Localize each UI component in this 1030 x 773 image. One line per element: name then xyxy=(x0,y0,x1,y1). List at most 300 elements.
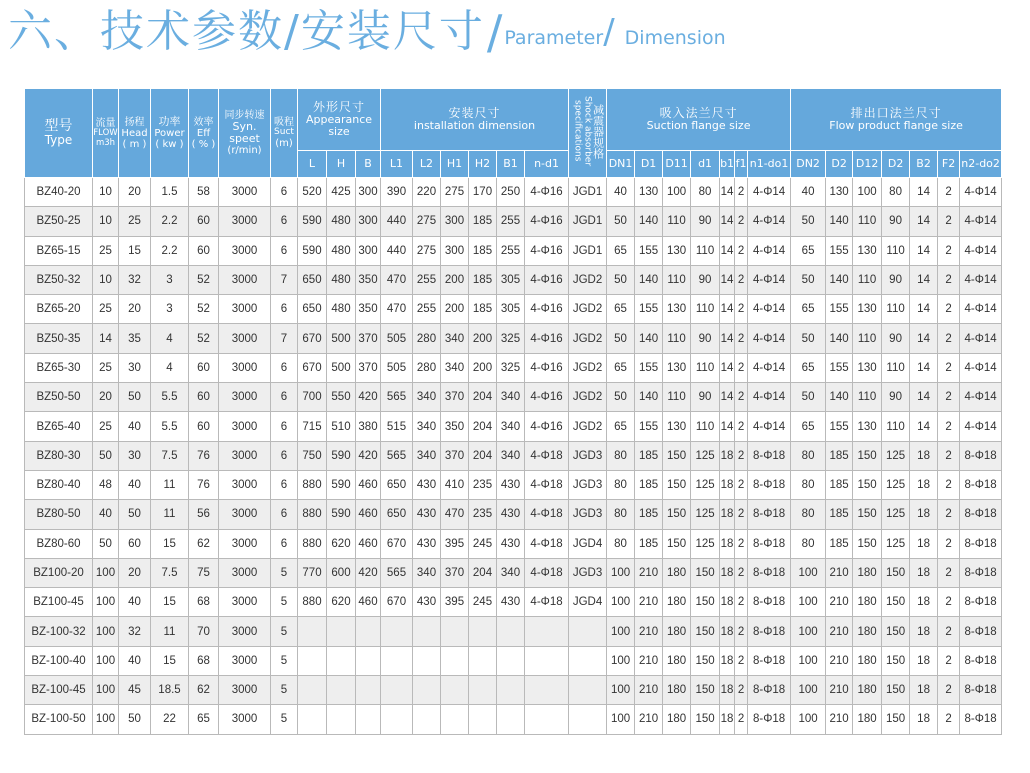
table-header xyxy=(25,89,1002,178)
table-cell: JGD3 xyxy=(569,500,607,529)
table-cell: 180 xyxy=(663,558,691,587)
table-cell: 185 xyxy=(469,295,497,324)
table-cell: 7.5 xyxy=(151,558,189,587)
model-cell: BZ50-25 xyxy=(25,207,93,236)
table-cell: 18.5 xyxy=(151,676,189,705)
table-cell: 14 xyxy=(910,353,938,382)
table-cell: 3 xyxy=(151,265,189,294)
header-appearance-size: 外形尺寸 Appearance size xyxy=(298,89,381,151)
table-cell: 18 xyxy=(720,646,735,675)
table-cell: 140 xyxy=(826,265,853,294)
table-cell: 3000 xyxy=(219,529,271,558)
table-cell: 90 xyxy=(882,265,910,294)
table-cell: 340 xyxy=(413,383,441,412)
table-cell: 620 xyxy=(327,588,356,617)
table-cell: 52 xyxy=(189,295,219,324)
subheader-L1: L1 xyxy=(381,151,413,178)
table-cell: 4-Φ16 xyxy=(525,324,569,353)
table-cell: 4-Φ18 xyxy=(525,441,569,470)
table-cell: 140 xyxy=(826,383,853,412)
model-cell: BZ65-20 xyxy=(25,295,93,324)
table-cell: 50 xyxy=(607,207,635,236)
table-cell: 50 xyxy=(93,529,119,558)
table-cell: 3000 xyxy=(219,295,271,324)
table-cell: 110 xyxy=(882,236,910,265)
table-cell: 2 xyxy=(735,353,748,382)
table-cell: 590 xyxy=(298,207,327,236)
table-cell: 210 xyxy=(826,705,853,734)
table-cell: 185 xyxy=(826,441,853,470)
table-cell: 590 xyxy=(327,500,356,529)
table-cell: 2 xyxy=(938,676,960,705)
table-cell: 80 xyxy=(691,178,720,207)
table-cell: 305 xyxy=(497,295,525,324)
model-cell: BZ80-30 xyxy=(25,441,93,470)
table-cell: 6 xyxy=(271,178,298,207)
title-english-dimension: Dimension xyxy=(624,27,726,49)
table-cell: 185 xyxy=(635,529,663,558)
table-cell: 180 xyxy=(663,617,691,646)
table-cell: 5 xyxy=(271,558,298,587)
table-cell xyxy=(381,705,413,734)
model-cell: BZ65-15 xyxy=(25,236,93,265)
table-cell: 5 xyxy=(271,676,298,705)
table-cell: 8-Φ18 xyxy=(748,441,791,470)
table-cell: 100 xyxy=(607,617,635,646)
table-cell: 2 xyxy=(938,353,960,382)
table-cell: 8-Φ18 xyxy=(748,529,791,558)
table-cell: 200 xyxy=(469,324,497,353)
header-suction-flange: 吸入法兰尺寸 Suction flange size xyxy=(607,89,791,151)
table-cell xyxy=(298,705,327,734)
table-cell: 18 xyxy=(910,588,938,617)
table-cell: 4-Φ16 xyxy=(525,207,569,236)
table-cell: 2 xyxy=(735,705,748,734)
table-cell: 8-Φ18 xyxy=(748,500,791,529)
table-cell: 300 xyxy=(441,236,469,265)
table-cell: 770 xyxy=(298,558,327,587)
table-cell: 60 xyxy=(189,353,219,382)
table-cell: 2 xyxy=(938,500,960,529)
table-cell: 18 xyxy=(720,470,735,499)
subheader-L2: L2 xyxy=(413,151,441,178)
table-cell: 204 xyxy=(469,441,497,470)
table-cell: 130 xyxy=(853,295,882,324)
table-cell: 185 xyxy=(635,470,663,499)
table-cell: 470 xyxy=(441,500,469,529)
table-cell: 100 xyxy=(607,646,635,675)
table-cell: 6 xyxy=(271,529,298,558)
table-cell: 4-Φ14 xyxy=(960,295,1002,324)
table-cell: 3000 xyxy=(219,588,271,617)
table-cell xyxy=(381,676,413,705)
table-cell: 185 xyxy=(826,500,853,529)
table-cell: 2 xyxy=(938,207,960,236)
table-cell: 325 xyxy=(497,353,525,382)
table-cell: 40 xyxy=(119,588,151,617)
table-cell: 110 xyxy=(691,353,720,382)
table-row xyxy=(25,324,1002,353)
title-slash: / xyxy=(486,5,503,59)
table-cell: 15 xyxy=(151,646,189,675)
table-cell: 65 xyxy=(607,236,635,265)
table-cell: 14 xyxy=(910,207,938,236)
table-cell: 2 xyxy=(735,265,748,294)
table-cell: 100 xyxy=(607,676,635,705)
table-cell: 340 xyxy=(497,383,525,412)
table-cell: 18 xyxy=(910,558,938,587)
table-row xyxy=(25,178,1002,207)
table-cell: 100 xyxy=(93,558,119,587)
table-cell: 150 xyxy=(853,500,882,529)
table-cell: 2 xyxy=(735,617,748,646)
table-cell: 130 xyxy=(635,178,663,207)
table-cell: 58 xyxy=(189,178,219,207)
table-cell: 155 xyxy=(826,295,853,324)
table-cell: 460 xyxy=(356,588,381,617)
table-cell xyxy=(356,646,381,675)
table-cell: 4-Φ14 xyxy=(960,324,1002,353)
table-cell: 210 xyxy=(635,705,663,734)
table-cell: 340 xyxy=(413,412,441,441)
table-cell: 60 xyxy=(189,383,219,412)
subheader-n1-do1: n1-do1 xyxy=(748,151,791,178)
table-cell: 3000 xyxy=(219,383,271,412)
table-cell: 100 xyxy=(791,558,826,587)
table-cell: 18 xyxy=(910,441,938,470)
header-speed: 同步转速 Syn. speet (r/min) xyxy=(219,89,271,178)
table-cell: 180 xyxy=(853,676,882,705)
table-cell: 275 xyxy=(413,207,441,236)
table-cell: 100 xyxy=(93,705,119,734)
table-cell: 350 xyxy=(441,412,469,441)
table-cell: 80 xyxy=(607,500,635,529)
table-cell: 340 xyxy=(497,441,525,470)
table-cell: 80 xyxy=(607,441,635,470)
table-row xyxy=(25,207,1002,236)
table-cell: 10 xyxy=(93,265,119,294)
table-cell xyxy=(381,617,413,646)
table-cell: 4-Φ14 xyxy=(960,178,1002,207)
model-cell: BZ50-32 xyxy=(25,265,93,294)
table-cell: 150 xyxy=(691,558,720,587)
model-cell: BZ-100-40 xyxy=(25,646,93,675)
table-cell: 6 xyxy=(271,207,298,236)
table-cell: 620 xyxy=(327,529,356,558)
table-cell: 90 xyxy=(691,265,720,294)
table-cell: 2 xyxy=(938,383,960,412)
table-cell: 90 xyxy=(691,324,720,353)
table-cell: 8-Φ18 xyxy=(748,676,791,705)
table-cell: 140 xyxy=(635,383,663,412)
table-cell: 2 xyxy=(735,383,748,412)
table-cell: 20 xyxy=(119,558,151,587)
table-cell: 65 xyxy=(189,705,219,734)
table-cell: 65 xyxy=(791,295,826,324)
table-cell: 8-Φ18 xyxy=(748,558,791,587)
table-cell xyxy=(569,676,607,705)
table-cell: 100 xyxy=(663,178,691,207)
table-cell: 130 xyxy=(826,178,853,207)
table-cell: 150 xyxy=(691,617,720,646)
table-cell: 4-Φ16 xyxy=(525,353,569,382)
table-cell: 130 xyxy=(853,353,882,382)
table-cell: 515 xyxy=(381,412,413,441)
table-cell: 255 xyxy=(497,207,525,236)
table-cell: 150 xyxy=(663,500,691,529)
table-cell: 50 xyxy=(607,265,635,294)
table-cell: 20 xyxy=(93,383,119,412)
table-cell: 200 xyxy=(441,295,469,324)
subheader-F2: F2 xyxy=(938,151,960,178)
table-cell: 7.5 xyxy=(151,441,189,470)
table-cell: 150 xyxy=(691,705,720,734)
model-cell: BZ50-35 xyxy=(25,324,93,353)
table-cell xyxy=(469,705,497,734)
header-installation-dimension: 安装尺寸 installation dimension xyxy=(381,89,569,151)
table-cell: 590 xyxy=(327,441,356,470)
table-cell: 340 xyxy=(497,412,525,441)
table-row xyxy=(25,705,1002,734)
table-cell: 10 xyxy=(93,178,119,207)
table-cell: 125 xyxy=(691,529,720,558)
table-cell: 3000 xyxy=(219,236,271,265)
table-cell: 670 xyxy=(381,588,413,617)
table-cell: 8-Φ18 xyxy=(748,705,791,734)
table-cell: 650 xyxy=(381,500,413,529)
table-cell xyxy=(298,676,327,705)
table-cell xyxy=(525,646,569,675)
table-cell: 460 xyxy=(356,500,381,529)
table-cell: 14 xyxy=(910,265,938,294)
table-cell: 52 xyxy=(189,324,219,353)
table-cell: 3000 xyxy=(219,676,271,705)
table-cell: 4-Φ18 xyxy=(525,588,569,617)
table-cell: 130 xyxy=(663,295,691,324)
table-cell: 2.2 xyxy=(151,236,189,265)
table-cell: 11 xyxy=(151,500,189,529)
table-cell: 6 xyxy=(271,353,298,382)
table-cell xyxy=(469,676,497,705)
table-cell: 565 xyxy=(381,558,413,587)
table-cell: 3000 xyxy=(219,646,271,675)
table-cell: 62 xyxy=(189,529,219,558)
table-cell: JGD1 xyxy=(569,178,607,207)
table-cell: 125 xyxy=(882,470,910,499)
table-cell: 110 xyxy=(691,295,720,324)
table-cell: 410 xyxy=(441,470,469,499)
table-cell: 4-Φ18 xyxy=(525,470,569,499)
table-cell: 140 xyxy=(635,207,663,236)
table-cell: 100 xyxy=(93,646,119,675)
table-cell: 6 xyxy=(271,412,298,441)
table-cell: 8-Φ18 xyxy=(748,588,791,617)
table-cell: 50 xyxy=(791,324,826,353)
table-cell: 2 xyxy=(735,236,748,265)
table-row xyxy=(25,529,1002,558)
table-cell: 430 xyxy=(497,470,525,499)
table-cell: 180 xyxy=(663,588,691,617)
table-cell xyxy=(298,646,327,675)
table-cell: 275 xyxy=(441,178,469,207)
table-cell: 235 xyxy=(469,500,497,529)
subheader-B1: B1 xyxy=(497,151,525,178)
table-cell: 150 xyxy=(882,617,910,646)
table-cell: 11 xyxy=(151,617,189,646)
table-cell: 5 xyxy=(271,617,298,646)
table-cell: 4-Φ14 xyxy=(748,265,791,294)
subheader-H2: H2 xyxy=(469,151,497,178)
table-cell xyxy=(497,676,525,705)
table-cell: 18 xyxy=(720,441,735,470)
table-cell: 204 xyxy=(469,412,497,441)
table-row xyxy=(25,353,1002,382)
model-cell: BZ80-60 xyxy=(25,529,93,558)
table-cell: 670 xyxy=(298,324,327,353)
table-row xyxy=(25,295,1002,324)
table-cell: 420 xyxy=(356,441,381,470)
table-cell: 180 xyxy=(853,617,882,646)
table-cell: 210 xyxy=(635,676,663,705)
table-cell: 200 xyxy=(441,265,469,294)
table-row xyxy=(25,470,1002,499)
table-cell: 80 xyxy=(791,441,826,470)
table-cell: 2 xyxy=(735,558,748,587)
table-cell: 4-Φ14 xyxy=(960,353,1002,382)
table-cell xyxy=(525,705,569,734)
table-cell: 2 xyxy=(735,178,748,207)
table-cell: JGD1 xyxy=(569,207,607,236)
table-row xyxy=(25,676,1002,705)
table-cell: 25 xyxy=(93,412,119,441)
table-cell: 4-Φ14 xyxy=(748,236,791,265)
table-cell: JGD3 xyxy=(569,441,607,470)
table-cell: 18 xyxy=(720,705,735,734)
table-cell: 40 xyxy=(607,178,635,207)
table-cell: 150 xyxy=(691,676,720,705)
table-cell: 60 xyxy=(189,207,219,236)
table-cell: 340 xyxy=(441,353,469,382)
table-cell: 14 xyxy=(720,295,735,324)
table-cell: 2 xyxy=(735,324,748,353)
table-cell: 370 xyxy=(441,558,469,587)
table-cell: 18 xyxy=(720,676,735,705)
table-cell: 50 xyxy=(119,383,151,412)
table-cell: 90 xyxy=(691,383,720,412)
table-cell: 155 xyxy=(635,412,663,441)
table-cell: 18 xyxy=(910,646,938,675)
table-cell: 155 xyxy=(826,353,853,382)
table-cell: 100 xyxy=(791,617,826,646)
table-cell: 520 xyxy=(298,178,327,207)
table-cell: 3000 xyxy=(219,617,271,646)
table-cell: 300 xyxy=(356,178,381,207)
table-cell: 155 xyxy=(826,412,853,441)
table-cell: 90 xyxy=(882,383,910,412)
table-cell: 65 xyxy=(607,295,635,324)
table-cell xyxy=(413,705,441,734)
table-cell: 150 xyxy=(882,705,910,734)
table-cell: 180 xyxy=(853,705,882,734)
table-cell xyxy=(413,646,441,675)
table-cell: 100 xyxy=(93,617,119,646)
table-cell: 14 xyxy=(720,412,735,441)
table-cell: 125 xyxy=(882,529,910,558)
table-cell: 5 xyxy=(271,588,298,617)
table-cell: 2 xyxy=(938,265,960,294)
table-cell: 30 xyxy=(119,353,151,382)
table-cell: JGD2 xyxy=(569,353,607,382)
table-cell: 18 xyxy=(910,676,938,705)
table-cell: 3 xyxy=(151,295,189,324)
table-cell: 68 xyxy=(189,588,219,617)
table-cell: 880 xyxy=(298,500,327,529)
subheader-DN2: DN2 xyxy=(791,151,826,178)
table-cell: 80 xyxy=(791,470,826,499)
title-chinese: 六、技术参数/安装尺寸 xyxy=(8,6,485,57)
table-cell: 48 xyxy=(93,470,119,499)
table-cell: 150 xyxy=(853,529,882,558)
table-cell: 15 xyxy=(119,236,151,265)
table-cell: 255 xyxy=(413,295,441,324)
subheader-L: L xyxy=(298,151,327,178)
table-cell: 440 xyxy=(381,207,413,236)
table-row xyxy=(25,265,1002,294)
table-cell: 2.2 xyxy=(151,207,189,236)
table-cell: 18 xyxy=(720,558,735,587)
table-cell: 280 xyxy=(413,353,441,382)
table-cell: 22 xyxy=(151,705,189,734)
table-cell: 245 xyxy=(469,529,497,558)
table-cell: 60 xyxy=(189,412,219,441)
table-cell: 100 xyxy=(607,705,635,734)
table-cell: 370 xyxy=(356,324,381,353)
table-cell: 14 xyxy=(910,324,938,353)
table-cell: 590 xyxy=(298,236,327,265)
table-cell: 390 xyxy=(381,178,413,207)
table-cell: 2 xyxy=(938,236,960,265)
table-cell: 150 xyxy=(882,676,910,705)
subheader-n-d1: n-d1 xyxy=(525,151,569,178)
table-cell: 210 xyxy=(826,646,853,675)
table-cell: 4-Φ16 xyxy=(525,265,569,294)
table-cell: 4-Φ16 xyxy=(525,383,569,412)
table-cell: 45 xyxy=(119,676,151,705)
table-cell: 4-Φ14 xyxy=(748,353,791,382)
subheader-D12: D12 xyxy=(853,151,882,178)
table-cell: 480 xyxy=(327,295,356,324)
table-cell: JGD3 xyxy=(569,470,607,499)
table-cell: 18 xyxy=(910,470,938,499)
table-cell: 110 xyxy=(663,265,691,294)
table-cell: 65 xyxy=(791,236,826,265)
model-cell: BZ65-30 xyxy=(25,353,93,382)
table-cell: 8-Φ18 xyxy=(748,617,791,646)
table-cell: 2 xyxy=(735,676,748,705)
table-cell: 185 xyxy=(826,529,853,558)
table-cell: 505 xyxy=(381,353,413,382)
table-cell: 420 xyxy=(356,558,381,587)
table-cell: 2 xyxy=(938,617,960,646)
table-cell: 18 xyxy=(910,705,938,734)
table-cell: 185 xyxy=(469,207,497,236)
table-cell: 300 xyxy=(441,207,469,236)
table-cell: 62 xyxy=(189,676,219,705)
subheader-B: B xyxy=(356,151,381,178)
table-cell: 110 xyxy=(663,383,691,412)
table-cell xyxy=(327,617,356,646)
table-cell: 140 xyxy=(826,207,853,236)
